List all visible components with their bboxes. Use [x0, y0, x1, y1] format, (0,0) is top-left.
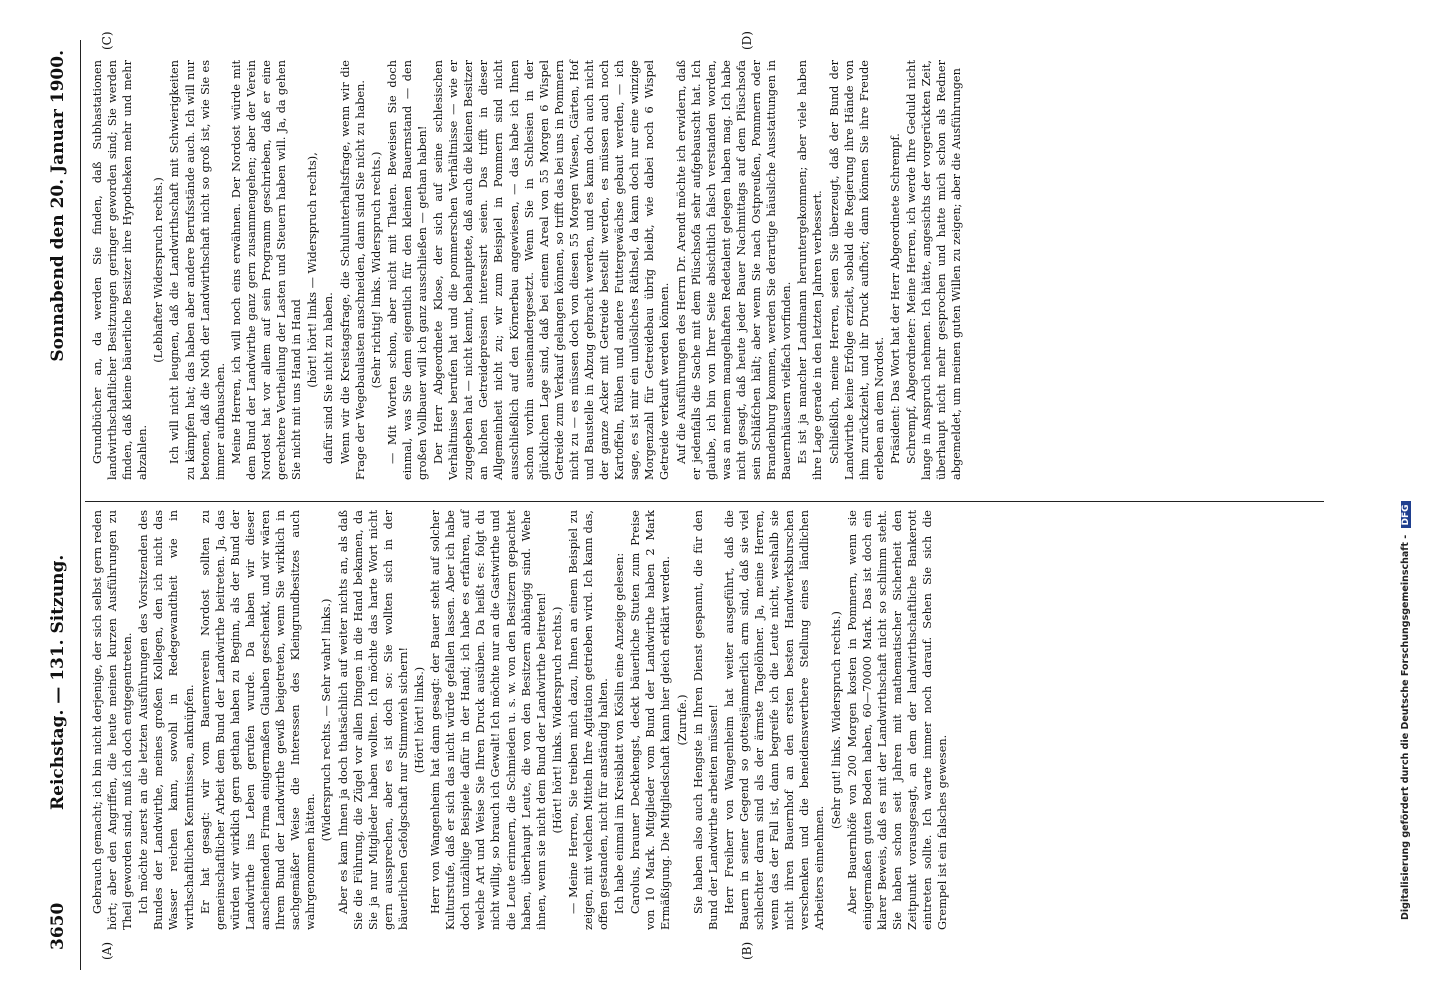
session-title: Reichstag. — 131. Sitzung. [48, 554, 68, 810]
column-divider [85, 501, 1324, 502]
page-number: 3650 [48, 902, 68, 950]
interjection: (Zurufe.) [675, 694, 689, 746]
interjection: (Hört! hört! links. Widerspruch rechts.) [550, 606, 564, 834]
paragraph: Ich will nicht leugnen, daß die Landwirthschaft mit Schwierigkeiten zu kämpfen hat; das haben aber andere Berufsstände auch. Ich will nur betonen, daß die Noth der Landwirthschaft nicht so groß ist, wie Sie es immer aufbauschen. [168, 60, 227, 480]
digitization-credit [1400, 60, 1411, 920]
right-column [90, 60, 965, 480]
paragraph: Wenn wir die Kreistagsfrage, die Schulunterhaltsfrage, wenn wir die Frage der Wegebaulasten anschneiden, dann sind Sie nicht zu haben. [338, 60, 367, 480]
paragraph: Grundbücher an, da werden Sie finden, daß Subhastationen landwirthschaftlicher Besitzungen geringer geworden sind; Sie werden finden, daß kleine bäuerliche Besitzer ihre Hypotheken mehr und mehr abzahlen. [91, 60, 150, 480]
margin-marker-d: (D) [740, 31, 754, 50]
paragraph: Schließlich, meine Herren, seien Sie überzeugt, daß der Bund der Landwirthe keine Erfolge erzielt, sobald die Regierung ihre Hände von ihm zurückzieht, und ihr Druck aufhört; dann können Sie ihre Freude erleben an dem Nordost. [827, 60, 886, 480]
paragraph: Ich möchte zuerst an die letzten Ausführungen des Vorsitzenden des Bundes der Landwirthe, meines großen Kollegen, den ich nicht das Wasser reichen kann, sowohl in Redegewandtheit wie in wirthschaftlichen Kenntnissen, anknüpfen. [137, 510, 196, 930]
interjection: (hört! hört! links — Widerspruch rechts), [306, 152, 320, 388]
paragraph: Der Herr Abgeordnete Klose, der sich auf seine schlesischen Verhältnisse berufen hat und die pommerschen Verhältnisse — wie er zugegeben hat — nicht kennt, behauptete, daß auch die kleinen Besitzer an hohen Getreidepreisen interessirt seien. Das trifft in dieser Allgemeinheit nicht zu; wir zum Beispiel in Pommern sind nicht ausschließlich auf den Körnerbau angewiesen, — das habe ich Ihnen schon vorhin auseinandergesetzt. Wenn Sie in Schlesien in der glücklichen Lage sind, daß bei einem Areal von 55 Morgen 6 Wispel Getreide zum Verkauf gelangen können, so trifft das bei uns in Pommern nicht zu — es müssen doch von diesen 55 Morgen Wiesen, Gärten, Hof und Baustelle in Abzug gebracht werden, und es kann doch auch nicht der ganze Acker mit Getreide bestellt werden, es müssen auch noch Kartoffeln, Rüben und andere Futtergewächse gebaut werden, — ich sage, es ist mir ein unlösliches Räthsel, da kann doch nur eine winzige Morgenzahl für Getreidebau übrig bleibt, wie dabei noch 6 Wispel Getreide verkauft werden können. [432, 60, 672, 480]
interjection: (Widerspruch rechts. — Sehr wahr! links.) [320, 598, 334, 842]
paragraph: Präsident: Das Wort hat der Herr Abgeordnete Schrempf. [888, 133, 902, 464]
margin-marker-c: (C) [100, 31, 114, 50]
interjection: (Sehr gut! links. Widerspruch rechts.) [829, 611, 843, 829]
paragraph: Meine Herren, ich will noch eins erwähnen. Der Nordost würde mit dem Bund der Landwirthe ganz gern zusammengehen; aber der Verein Nordost hat vor allem auf sein Programm geschrieben, daß er eine gerechtere Vertheilung der Lasten und Steuern haben will. Ja, da gehen Sie nicht mit uns Hand in Hand [229, 60, 304, 480]
paragraph: Aber es kam Ihnen ja doch thatsächlich auf weiter nichts an, als daß Sie die Führung, die Zügel vor allen Dingen in die Hand bekamen, da Sie ja nur Mitglieder haben wollten. Ich möchte das harte Wort nicht gern aussprechen, aber es ist doch so: Sie wollten sich in der bäuerlichen Gefolgschaft nur Stimmvieh sichern! [336, 510, 410, 930]
credit-text: Digitalisierung gefördert durch die Deutsche Forschungsgemeinschaft - [1400, 534, 1411, 920]
margin-marker-a: (A) [100, 941, 114, 960]
paragraph: Herr Freiherr von Wangenheim hat weiter ausgeführt, daß die Bauern in seiner Gegend so gottesjämmerlich arm sind, daß sie viel schlechter daran sind als der ärmste Tagelöhner. Ja, meine Herren, wenn das der Fall ist, dann begreife ich die Leute nicht, weshalb sie nicht ihren Bauernhof an den ersten besten Handwerksburschen verschenken und die beneidenswerthere Stellung eines ländlichen Arbeiters einnehmen. [722, 510, 827, 930]
paragraph: — Mit Worten schon, aber nicht mit Thaten. Beweisen Sie doch einmal, was Sie denn eigentlich für den kleinen Bauernstand — den großen Vollbauer will ich ganz ausschließen — gethan haben! [385, 60, 429, 480]
margin-marker-b: (B) [740, 941, 754, 960]
paragraph: Aber Bauernhöfe von 200 Morgen kosten in Pommern, wenn sie einigermaßen guten Boden haben, 60—70000 Mark. Das ist doch ein klarer Beweis, daß es mit der Landwirthschaft nicht so schlimm steht. Sie haben schon seit Jahren mit mathematischer Sicherheit den Zeitpunkt vorausgesagt, an dem der landwirthschaftliche Bankerott eintreten sollte. Ich warte immer noch darauf. Sehen Sie sich die Grempel ist ein falsches gewesen. [845, 510, 950, 930]
paragraph: dafür sind Sie nicht zu haben. [322, 292, 336, 464]
paragraph: Es ist ja mancher Landmann heruntergekommen; aber viele haben ihre Lage gerade in den letzten Jahren verbessert. [796, 60, 825, 480]
session-date: Sonnabend den 20. Januar 1900. [48, 50, 68, 362]
interjection: (Lebhafter Widerspruch rechts.) [152, 177, 166, 363]
left-column [90, 510, 951, 930]
interjection: (Hört! hört! links.) [412, 666, 426, 774]
paragraph: — Meine Herren, Sie treiben mich dazu, Ihnen an einem Beispiel zu zeigen, mit welchen Mitteln Ihre Agitation getrieben wird. Ich kann das, offen gestanden, nicht für anständig halten. [566, 510, 611, 930]
page-header [40, 50, 80, 950]
paragraph: Gebrauch gemacht; ich bin nicht derjenige, der sich selbst gern reden hört; aber den Angriffen, die heute meinen kurzen Ausführungen zu Theil geworden sind, muß ich doch entgegentreten. [91, 510, 135, 930]
paragraph: Auf die Ausführungen des Herrn Dr. Arendt möchte ich erwidern, daß er jedenfalls die Sache mit dem Plüschsofa sehr aufgebauscht hat. Ich glaube, ich bin von Ihrer Seite absichtlich falsch verstanden worden, was an meinem mangelhaften Redetalent gelegen haben mag. Ich habe nicht gesagt, daß heute jeder Bauer Nachmittags auf dem Plüschsofa sein Schläfchen hält; aber wenn Sie nach Ostpreußen, Pommern oder Brandenburg kommen, werden Sie derartige häusliche Ausstattungen in Bauernhäusern vielfach vorfinden. [674, 60, 794, 480]
speaker-paragraph: Schrempf, Abgeordneter: Meine Herren, ich werde Ihre Geduld nicht lange in Anspruch nehmen. Ich hätte, angesichts der vorgerückten Zeit, überhaupt nicht mehr gesprochen und hatte mich schon als Redner abgemeldet, um meinen guten Willen zu zeigen; aber die Ausführungen [904, 60, 964, 480]
paragraph: Ich habe einmal im Kreisblatt von Köslin eine Anzeige gelesen: [613, 552, 627, 914]
paragraph: Herr von Wangenheim hat dann gesagt: der Bauer steht auf solcher Kulturstufe, daß er sich das nicht würde gefallen lassen. Aber ich habe doch unzählige Beispiele dafür in der Hand; ich habe es erfahren, auf welche Art und Weise Sie Ihren Druck ausüben. Da heißt es: folgt du nicht willig, so brauch ich Gewalt! Ich möchte nur an die Gastwirthe und die Leute erinnern, die Schmieden u. s. w. von den Besitzern gepachtet haben, überhaupt Leute, die von den Besitzern abhängig sind. Wehe ihnen, wenn sie nicht dem Bund der Landwirthe beitreten! [429, 510, 548, 930]
paragraph: Sie haben also auch Hengste in Ihren Dienst gespannt, die für den Bund der Landwirthe arbeiten müssen! [691, 510, 720, 930]
paragraph: Er hat gesagt: wir vom Bauernverein Nordost sollten zu gemeinschaftlicher Arbeit dem Bund der Landwirthe beitreten. Ja, das würden wir wirklich gern gethan haben zu Beginn, als der Bund der Landwirthe ins Leben gerufen wurde. Da haben wir dieser anscheinenden Firma einigermaßen Glauben geschenkt, und wir wären Ihrem Bund der Landwirthe gewiß beigetreten, wenn Sie wirklich in sachgemäßer Weise die Interessen des Kleingrundbesitzes auch wahrgenommen hätten. [198, 510, 318, 930]
dfg-logo: DFG [1401, 501, 1411, 528]
interjection: (Sehr richtig! links. Widerspruch rechts.) [369, 151, 383, 389]
quoted-advertisement: Carolus, brauner Deckhengst, deckt bäuerliche Stuten zum Preise von 10 Mark. Mitglieder vom Bund der Landwirthe haben 2 Mark Ermäßigung. Die Mitgliedschaft kann hier gleich erklärt werden. [629, 510, 673, 930]
header-rule [80, 40, 81, 970]
